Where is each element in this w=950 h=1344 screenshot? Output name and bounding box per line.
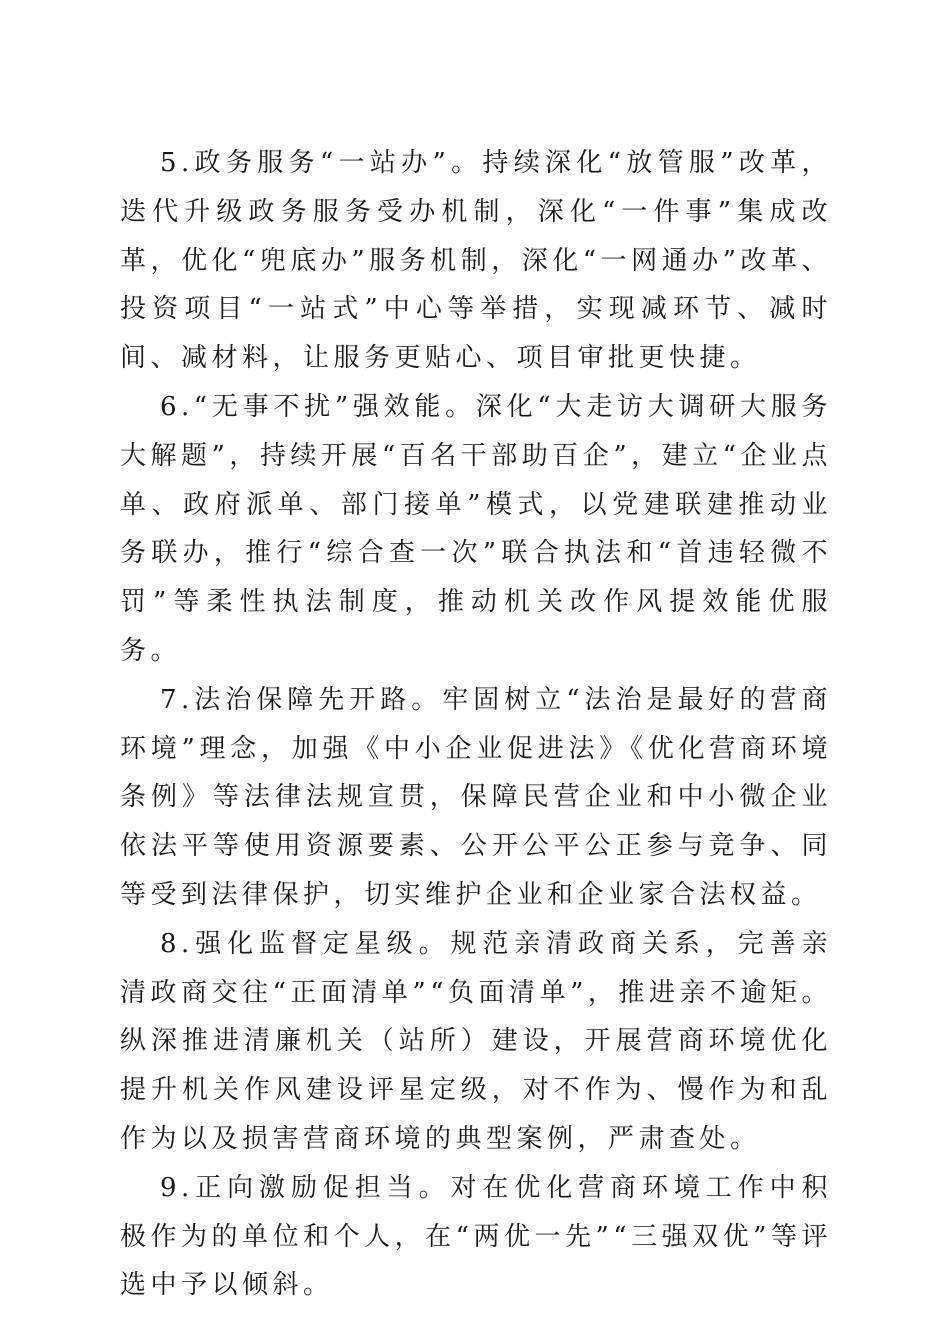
paragraph-item-7: 7.法治保障先开路。牢固树立“法治是最好的营商环境”理念，加强《中小企业促进法》《优化营商环境条例》等法律法规宣贯，保障民营企业和中小微企业依法平等使用资源要素、公开公平公正参与竞争、同等受到法律保护，切实维护企业和企业家合法权益。 xyxy=(120,684,832,910)
paragraph-item-6: 6.“无事不扰”强效能。深化“大走访大调研大服务大解题”，持续开展“百名干部助百企”，建立“企业点单、政府派单、部门接单”模式，以党建联建推动业务联办，推行“综合查一次”联合执法和“首违轻微不罚”等柔性执法制度，推动机关改作风提效能优服务。 xyxy=(120,391,832,666)
paragraph-item-5: 5.政务服务“一站办”。持续深化“放管服”改革，迭代升级政务服务受办机制，深化“一件事”集成改革，优化“兜底办”服务机制，深化“一网通办”改革、投资项目“一站式”中心等举措，实现减环节、减时间、减材料，让服务更贴心、项目审批更快捷。 xyxy=(120,148,832,374)
document-body xyxy=(120,139,832,1310)
paragraph-item-9: 9.正向激励促担当。对在优化营商环境工作中积极作为的单位和个人，在“两优一先”“三强双优”等评选中予以倾斜。 xyxy=(120,1172,832,1301)
paragraph-item-8: 8.强化监督定星级。规范亲清政商关系，完善亲清政商交往“正面清单”“负面清单”，推进亲不逾矩。纵深推进清廉机关（站所）建设，开展营商环境优化提升机关作风建设评星定级，对不作为、慢作为和乱作为以及损害营商环境的典型案例，严肃查处。 xyxy=(120,928,832,1154)
